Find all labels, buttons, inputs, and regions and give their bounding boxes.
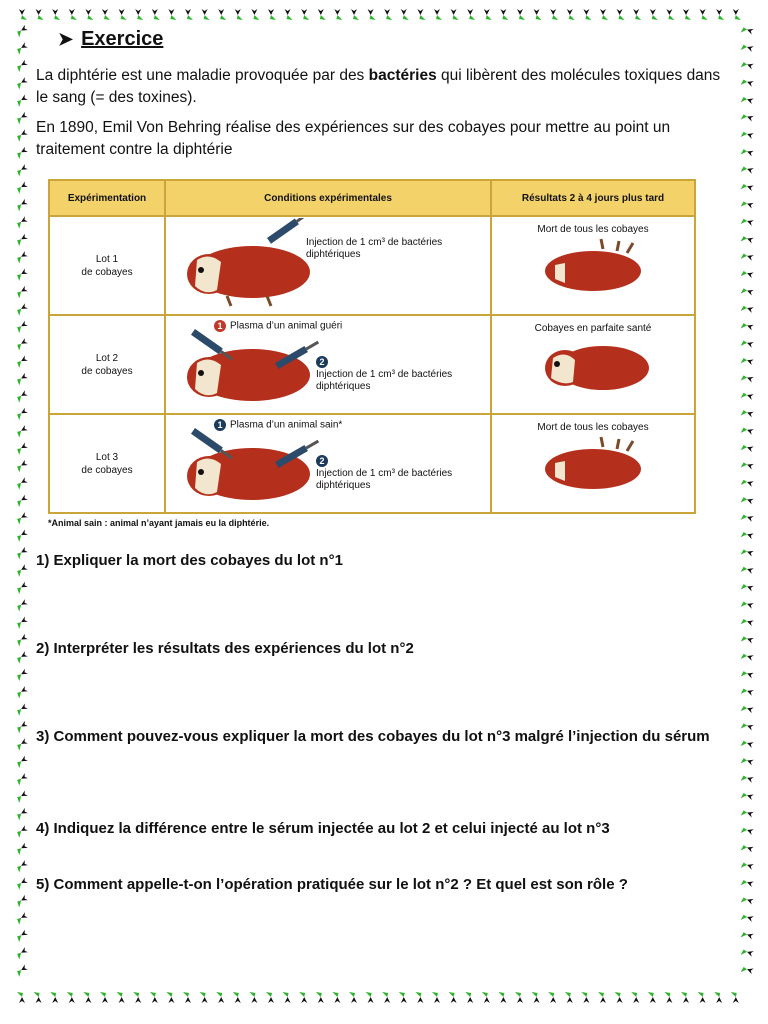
lot-2-plasma-label: Plasma d’un animal guéri (230, 320, 343, 332)
lot-3-step-2 (316, 455, 476, 492)
step-2-badge: 2 (316, 356, 328, 368)
dead-guinea-pig-illustration (493, 433, 693, 495)
lot-1-result-text: Mort de tous les cobayes (537, 224, 649, 235)
step-1-badge: 1 (214, 419, 226, 431)
lot-3-text: Lot 3 de cobayes (81, 451, 133, 476)
exercise-heading (58, 28, 736, 51)
table-header-row (49, 180, 695, 216)
dead-guinea-pig-illustration (493, 235, 693, 297)
worksheet (36, 28, 736, 896)
lot-2-injection-label: Injection de 1 cm³ de bactéries diphtériques (316, 368, 453, 392)
step-2-badge: 2 (316, 455, 328, 467)
experiment-figure (48, 179, 696, 528)
lot-3-injection-label: Injection de 1 cm³ de bactéries diphtériques (316, 467, 453, 491)
arrow-bullet-icon: ➤ (58, 29, 74, 49)
lot-1-label (49, 216, 165, 315)
healthy-guinea-pig-illustration (493, 334, 693, 396)
table-row (49, 315, 695, 414)
step-1-badge: 1 (214, 320, 226, 332)
lot-2-result (491, 315, 695, 414)
lot-3-plasma-label: Plasma d’un animal sain* (230, 419, 343, 431)
lot-2-step-1 (214, 320, 342, 333)
lot-2-result-text: Cobayes en parfaite santé (534, 323, 652, 334)
table-row (49, 216, 695, 315)
lot-2-label (49, 315, 165, 414)
lot-1-text: Lot 1 de cobayes (81, 253, 133, 278)
lot-3-result-text: Mort de tous les cobayes (537, 422, 649, 433)
exercise-title: Exercice (81, 28, 164, 50)
lot-2-step-2 (316, 356, 476, 393)
question-1: 1) Expliquer la mort des cobayes du lot n°1 (36, 552, 343, 569)
question-3: 3) Comment pouvez-vous expliquer la mort des cobayes du lot n°3 malgré l’injection du sérum (36, 728, 710, 745)
lot-2-conditions (165, 315, 491, 414)
lot-1-conditions (165, 216, 491, 315)
lot-1-injection-label: Injection de 1 cm³ de bactéries diphtériques (306, 237, 443, 260)
intro-p1-end: qui libèrent des molécules toxiques dans le sang (= des toxines). (36, 67, 721, 106)
intro-p1-start: La diphtérie est une maladie provoquée par des (36, 67, 369, 84)
lot-3-label (49, 414, 165, 513)
lot-1-result (491, 216, 695, 315)
header-conditions: Conditions expérimentales (165, 180, 491, 216)
header-experimentation: Expérimentation (49, 180, 165, 216)
question-2: 2) Interpréter les résultats des expériences du lot n°2 (36, 640, 414, 657)
lot-3-result (491, 414, 695, 513)
lot-2-text: Lot 2 de cobayes (81, 352, 133, 377)
intro-p1-bold: bactéries (368, 67, 437, 84)
lot-3-conditions (165, 414, 491, 513)
lot-3-step-1 (214, 419, 342, 432)
experiment-table (48, 179, 696, 514)
question-5: 5) Comment appelle-t-on l’opération pratiquée sur le lot n°2 ? Et quel est son rôle ? (36, 876, 628, 893)
intro-paragraph-1 (36, 65, 736, 109)
intro-paragraph-2: En 1890, Emil Von Behring réalise des expériences sur des cobayes pour mettre au point un traitement contre la diphtérie (36, 119, 671, 158)
guinea-pig-injection-illustration (167, 218, 489, 310)
header-results: Résultats 2 à 4 jours plus tard (491, 180, 695, 216)
question-4: 4) Indiquez la différence entre le sérum injectée au lot 2 et celui injecté au lot n°3 (36, 820, 610, 837)
table-footnote: *Animal sain : animal n’ayant jamais eu la diphtérie. (48, 518, 270, 528)
table-row (49, 414, 695, 513)
